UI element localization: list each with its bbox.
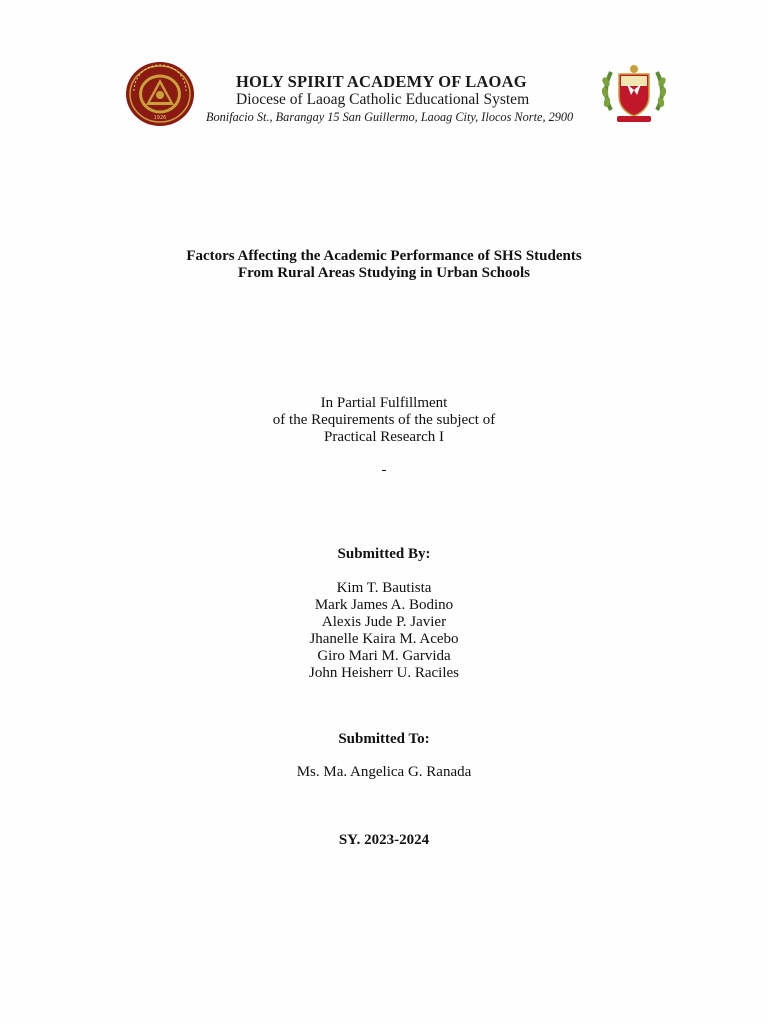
student-name: John Heisherr U. Raciles (309, 665, 459, 681)
laurel-crest-icon (597, 60, 671, 126)
school-address: Bonifacio St., Barangay 15 San Guillermo, Laoag City, Ilocos Norte, 2900 (206, 110, 574, 124)
adviser-name: Ms. Ma. Angelica G. Ranada (296, 764, 472, 780)
diocese-name: Diocese of Laoag Catholic Educational System (236, 91, 530, 108)
paper-title-line-2: From Rural Areas Studying in Urban Schools (238, 265, 530, 281)
paper-title-line-1: Factors Affecting the Academic Performance of SHS Students (186, 248, 582, 264)
fulfillment-line-3: Practical Research I (324, 429, 444, 445)
student-name: Mark James A. Bodino (314, 597, 454, 613)
fulfillment-line-1: In Partial Fulfillment (320, 395, 448, 411)
separator-dash: - (381, 462, 387, 478)
student-name: Kim T. Bautista (336, 580, 432, 596)
submitted-to-label: Submitted To: (338, 731, 430, 747)
school-seal-icon (125, 61, 195, 127)
submitted-by-label: Submitted By: (337, 546, 431, 562)
student-name: Alexis Jude P. Javier (321, 614, 447, 630)
letterhead (122, 60, 672, 130)
school-year: SY. 2023-2024 (338, 832, 430, 848)
student-name: Jhanelle Kaira M. Acebo (309, 631, 459, 647)
fulfillment-line-2: of the Requirements of the subject of (272, 412, 496, 428)
student-name: Giro Mari M. Garvida (317, 648, 451, 664)
seal-year: 1926 (153, 115, 167, 121)
school-name: HOLY SPIRIT ACADEMY OF LAOAG (236, 72, 527, 91)
